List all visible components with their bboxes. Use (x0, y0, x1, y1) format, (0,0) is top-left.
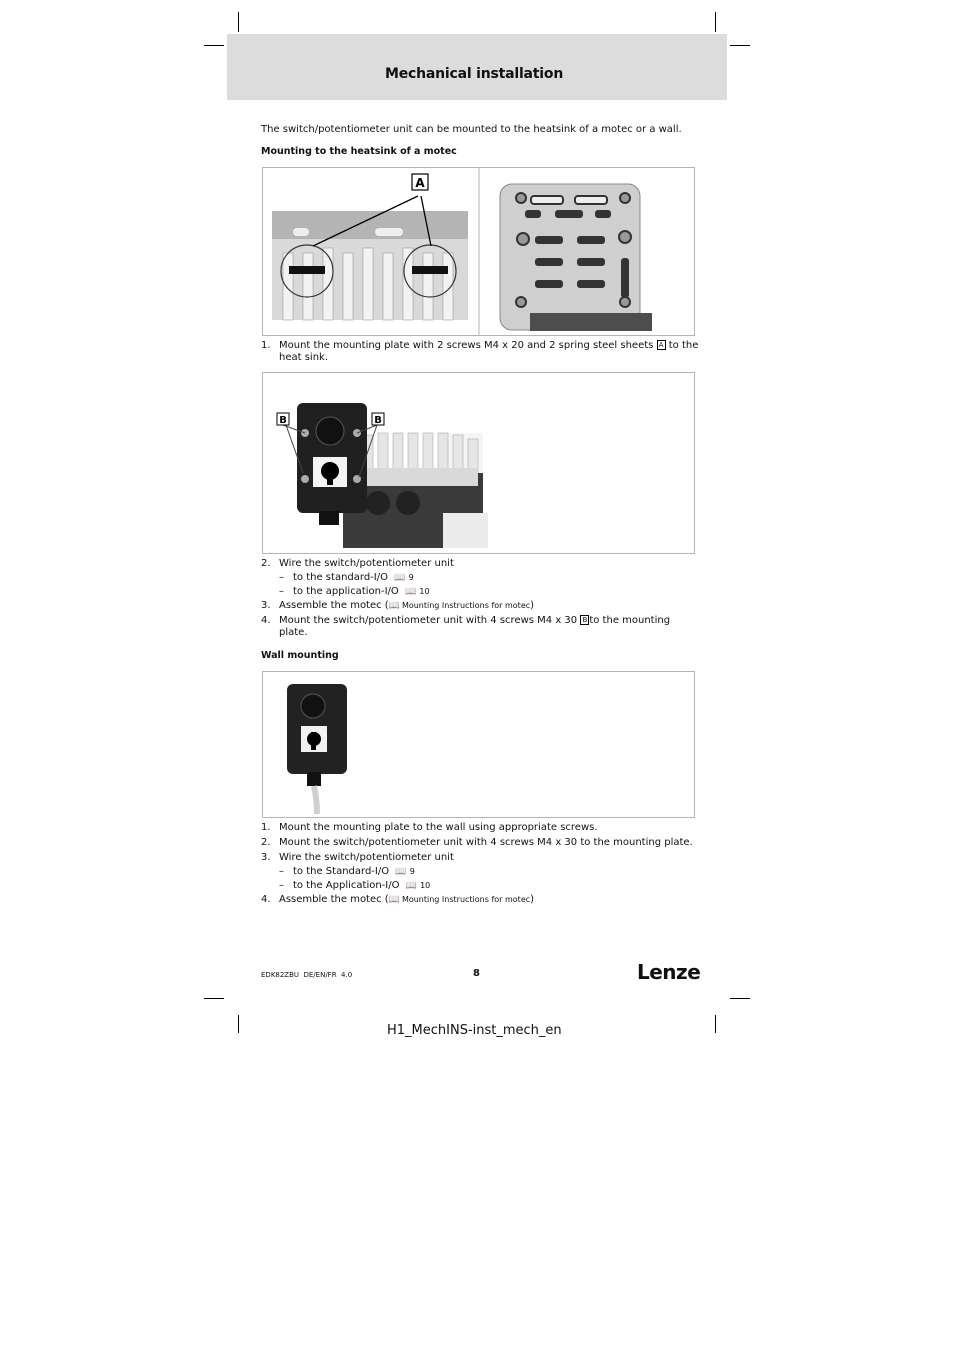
figure-heatsink-plate (262, 167, 695, 336)
crop-mark (715, 12, 716, 32)
list-item: 2. Mount the switch/potentiometer unit with 4 screws M4 x 30 to the mounting plate. (261, 837, 693, 848)
figure-switch-on-motec (262, 372, 695, 554)
list-item: 2. Wire the switch/potentiometer unit (261, 558, 454, 569)
list-subitem: – to the standard-I/O 📖 9 (279, 572, 414, 583)
wall-heading: Wall mounting (261, 650, 339, 661)
list-item: 3. Assemble the motec (📖 Mounting Instructions for motec) (261, 600, 535, 611)
list-subitem: – to the application-I/O 📖 10 (279, 586, 430, 597)
label-b-inline: B (580, 615, 589, 625)
crop-mark (204, 45, 224, 46)
crop-mark (238, 12, 239, 32)
book-icon: 📖 (388, 601, 400, 611)
label-a: A (415, 176, 425, 190)
list-item: 4. Mount the switch/potentiometer unit with 4 screws M4 x 30 B to the mounting plate. (261, 615, 671, 638)
crop-mark (730, 45, 750, 46)
book-icon: 📖 (405, 881, 417, 891)
book-icon: 📖 (404, 587, 417, 597)
list-item: 3. Wire the switch/potentiometer unit (261, 852, 454, 863)
label-a-inline: A (657, 340, 666, 350)
crop-mark (715, 1015, 716, 1033)
heatsink-heading: Mounting to the heatsink of a motec (261, 146, 457, 157)
wall-steps-list (261, 822, 693, 909)
file-label: H1_MechINS-inst_mech_en (387, 1023, 562, 1038)
page-number: 8 (473, 968, 480, 979)
crop-mark (238, 1015, 239, 1033)
wall-mount-photo (263, 672, 694, 817)
crop-mark (204, 998, 224, 999)
list-item: 4. Assemble the motec (📖 Mounting Instructions for motec) (261, 894, 535, 905)
heatsink-steps-list (261, 558, 670, 642)
heatsink-plate-photos (263, 168, 694, 335)
lenze-logo: Lenze (637, 960, 701, 984)
label-b-left: B (279, 415, 287, 426)
list-item: 1. Mount the mounting plate with 2 screws M4 x 20 and 2 spring steel sheets A to the heat sink. (261, 340, 699, 363)
label-b-right: B (374, 415, 382, 426)
switch-on-motec-photo (263, 373, 694, 553)
book-icon: 📖 (395, 867, 407, 877)
list-subitem: – to the Standard-I/O 📖 9 (279, 866, 415, 877)
intro-text: The switch/potentiometer unit can be mounted to the heatsink of a motec or a wall. (261, 124, 682, 135)
book-icon: 📖 (394, 573, 406, 583)
figure-wall-mount (262, 671, 695, 818)
document-id: EDK82ZBU DE/EN/FR 4.0 (261, 971, 353, 979)
list-item: 1. Mount the mounting plate to the wall using appropriate screws. (261, 822, 598, 833)
heatsink-step1-list (261, 340, 698, 367)
page-title: Mechanical installation (385, 66, 564, 82)
book-icon: 📖 (388, 895, 400, 905)
list-subitem: – to the Application-I/O 📖 10 (279, 880, 431, 891)
crop-mark (730, 998, 750, 999)
